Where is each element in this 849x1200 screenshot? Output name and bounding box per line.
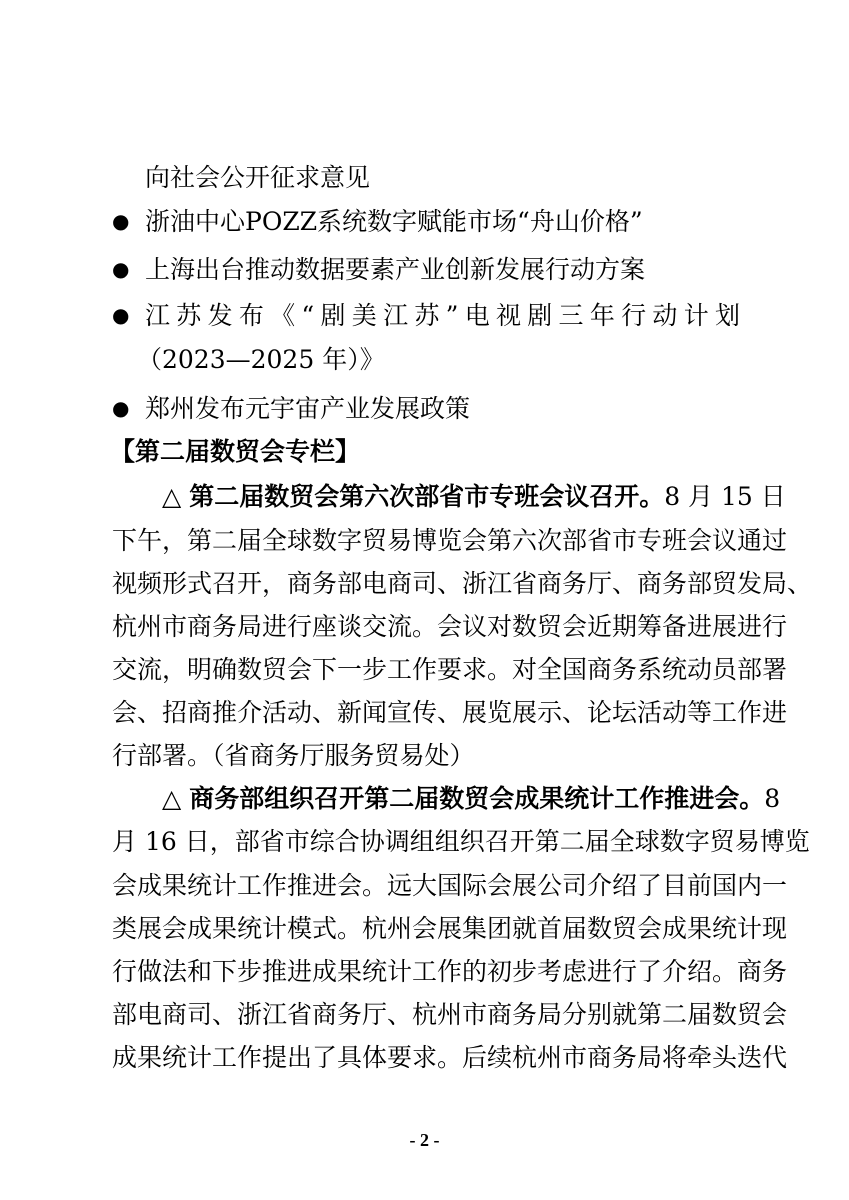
article-line: 会成果统计工作推进会。远大国际会展公司介绍了目前国内一 bbox=[112, 871, 788, 900]
article-line: 类展会成果统计模式。杭州会展集团就首届数贸会成果统计现 bbox=[112, 914, 788, 943]
article-marker: △ bbox=[162, 784, 182, 813]
article-line: 杭州市商务局进行座谈交流。会议对数贸会近期筹备进展进行 bbox=[112, 612, 788, 641]
article-headline: 商务部组织召开第二届数贸会成果统计工作推进会。 bbox=[189, 784, 765, 813]
bullet-dot-icon: ● bbox=[112, 396, 130, 420]
article-line: 行部署。（省商务厅服务贸易处） bbox=[112, 741, 475, 770]
article-line: 下午，第二届全球数字贸易博览会第六次部省市专班会议通过 bbox=[112, 526, 788, 555]
article-text: 8 bbox=[764, 784, 781, 813]
bullet-dot-icon: ● bbox=[112, 209, 130, 233]
bullet-text: 浙油中心POZZ系统数字赋能市场“舟山价格” bbox=[145, 207, 643, 236]
page-number: - 2 - bbox=[409, 1130, 440, 1150]
bullet-text: 上海出台推动数据要素产业创新发展行动方案 bbox=[145, 255, 646, 284]
article-line: 行做法和下步推进成果统计工作的初步考虑进行了介绍。商务 bbox=[112, 957, 788, 986]
article-line: 会、招商推介活动、新闻宣传、展览展示、论坛活动等工作进 bbox=[112, 698, 788, 727]
article-first-line bbox=[162, 781, 781, 817]
bullet-dot-icon: ● bbox=[112, 257, 130, 281]
article-line: 交流，明确数贸会下一步工作要求。对全国商务系统动员部署 bbox=[112, 655, 788, 684]
article-line: 部电商司、浙江省商务厅、杭州市商务局分别就第二届数贸会 bbox=[112, 1000, 788, 1029]
bullet-item bbox=[112, 203, 849, 240]
article-line: 视频形式召开，商务部电商司、浙江省商务厅、商务部贸发局、 bbox=[112, 569, 813, 598]
article-line: 成果统计工作提出了具体要求。后续杭州市商务局将牵头迭代 bbox=[112, 1043, 788, 1072]
article-marker: △ bbox=[162, 482, 182, 511]
bullet-item bbox=[112, 390, 849, 427]
article-line: 月 16 日，部省市综合协调组组织召开第二届全球数字贸易博览 bbox=[112, 827, 810, 856]
article-headline: 第二届数贸会第六次部省市专班会议召开。 bbox=[189, 482, 665, 511]
article-first-line bbox=[162, 479, 786, 515]
bullet-text: 郑州发布元宇宙产业发展政策 bbox=[145, 394, 471, 423]
bullet-item bbox=[112, 297, 740, 334]
section-title: 【第二届数贸会专栏】 bbox=[110, 437, 361, 466]
bullet-dot-icon: ● bbox=[112, 303, 130, 327]
article-text: 8 月 15 日 bbox=[664, 482, 786, 511]
bullet-item bbox=[112, 251, 849, 288]
bullet-text: 江苏发布《“剧美江苏”电视剧三年行动计划 bbox=[145, 301, 740, 330]
intro-continuation: 向社会公开征求意见 bbox=[145, 163, 371, 192]
bullet-text-continuation: （2023—2025 年）》 bbox=[137, 345, 385, 374]
